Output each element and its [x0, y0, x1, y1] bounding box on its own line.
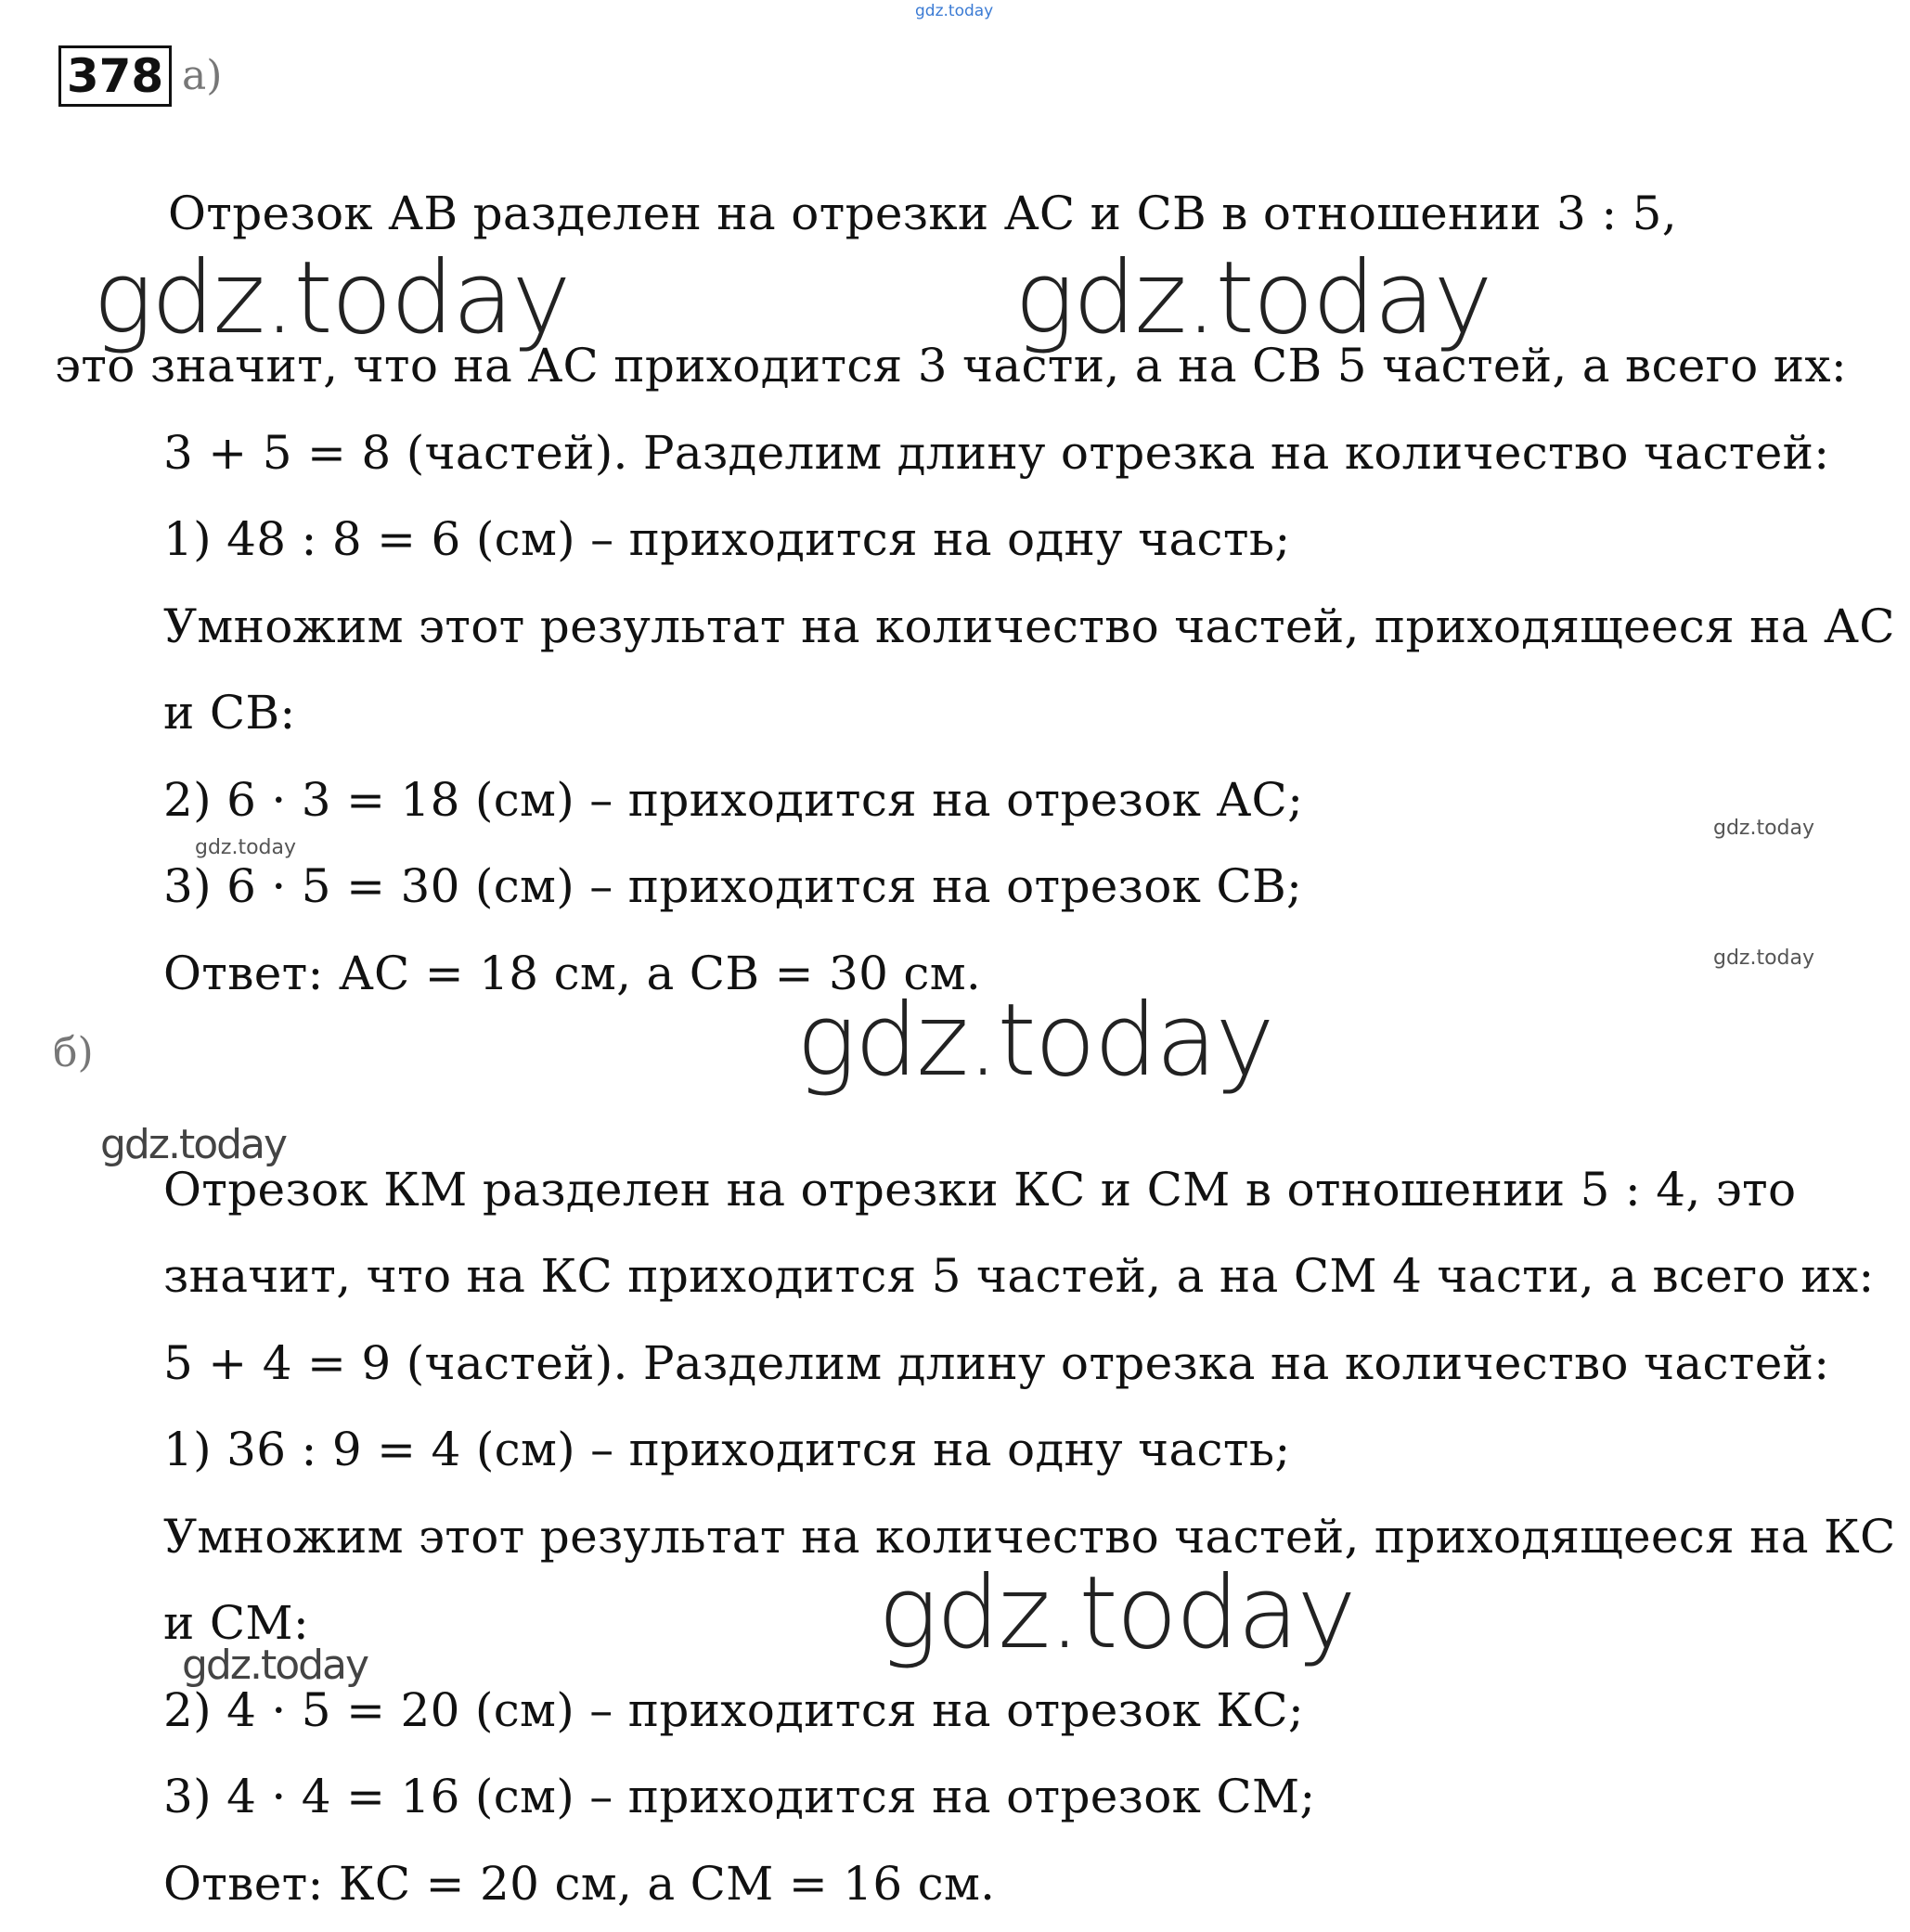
watermark: gdz.today [915, 2, 994, 20]
watermark: gdz.today [878, 1555, 1355, 1671]
part-b-line-5: Умножим этот результат на количество частей, приходящееся на КС [163, 1510, 1896, 1564]
part-b-line-6: и СМ: [163, 1596, 310, 1650]
watermark: gdz.today [1014, 240, 1491, 356]
part-b-answer: Ответ: КС = 20 см, а СМ = 16 см. [163, 1857, 996, 1911]
part-b-line-2: значит, что на КС приходится 5 частей, а на СМ 4 части, а всего их: [163, 1249, 1875, 1303]
part-a-answer: Ответ: АС = 18 см, а СВ = 30 см. [163, 947, 982, 1000]
watermark: gdz.today [1713, 817, 1815, 840]
part-a-label: а) [182, 52, 223, 99]
watermark: gdz.today [100, 1121, 287, 1168]
part-b-label: б) [53, 1029, 94, 1076]
watermark: gdz.today [93, 240, 570, 356]
part-a-line-8: 3) 6 · 5 = 30 (см) – приходится на отрезок СВ; [163, 859, 1303, 913]
part-a-line-6: и СВ: [163, 686, 296, 740]
watermark: gdz.today [195, 836, 297, 859]
part-a-line-2: это значит, что на АС приходится 3 части, а на СВ 5 частей, а всего их: [55, 339, 1848, 393]
part-a-line-1: Отрезок АВ разделен на отрезки АС и СВ в отношении 3 : 5, [168, 187, 1677, 240]
problem-number: 378 [58, 45, 172, 107]
part-b-line-4: 1) 36 : 9 = 4 (см) – приходится на одну часть; [163, 1423, 1291, 1476]
part-a-line-5: Умножим этот результат на количество частей, приходящееся на АС [163, 599, 1895, 653]
watermark: gdz.today [1713, 947, 1815, 970]
part-b-line-7: 2) 4 · 5 = 20 (см) – приходится на отрезок КС; [163, 1683, 1305, 1737]
part-a-line-7: 2) 6 · 3 = 18 (см) – приходится на отрезок АС; [163, 773, 1304, 827]
part-a-line-4: 1) 48 : 8 = 6 (см) – приходится на одну часть; [163, 512, 1291, 566]
part-b-line-3: 5 + 4 = 9 (частей). Разделим длину отрезка на количество частей: [163, 1336, 1830, 1390]
part-b-line-8: 3) 4 · 4 = 16 (см) – приходится на отрезок СМ; [163, 1770, 1316, 1823]
watermark: gdz.today [182, 1642, 368, 1689]
part-a-line-3: 3 + 5 = 8 (частей). Разделим длину отрезка на количество частей: [163, 426, 1830, 480]
part-b-line-1: Отрезок КМ разделен на отрезки КС и СМ в отношении 5 : 4, это [163, 1163, 1797, 1217]
watermark: gdz.today [796, 983, 1273, 1099]
